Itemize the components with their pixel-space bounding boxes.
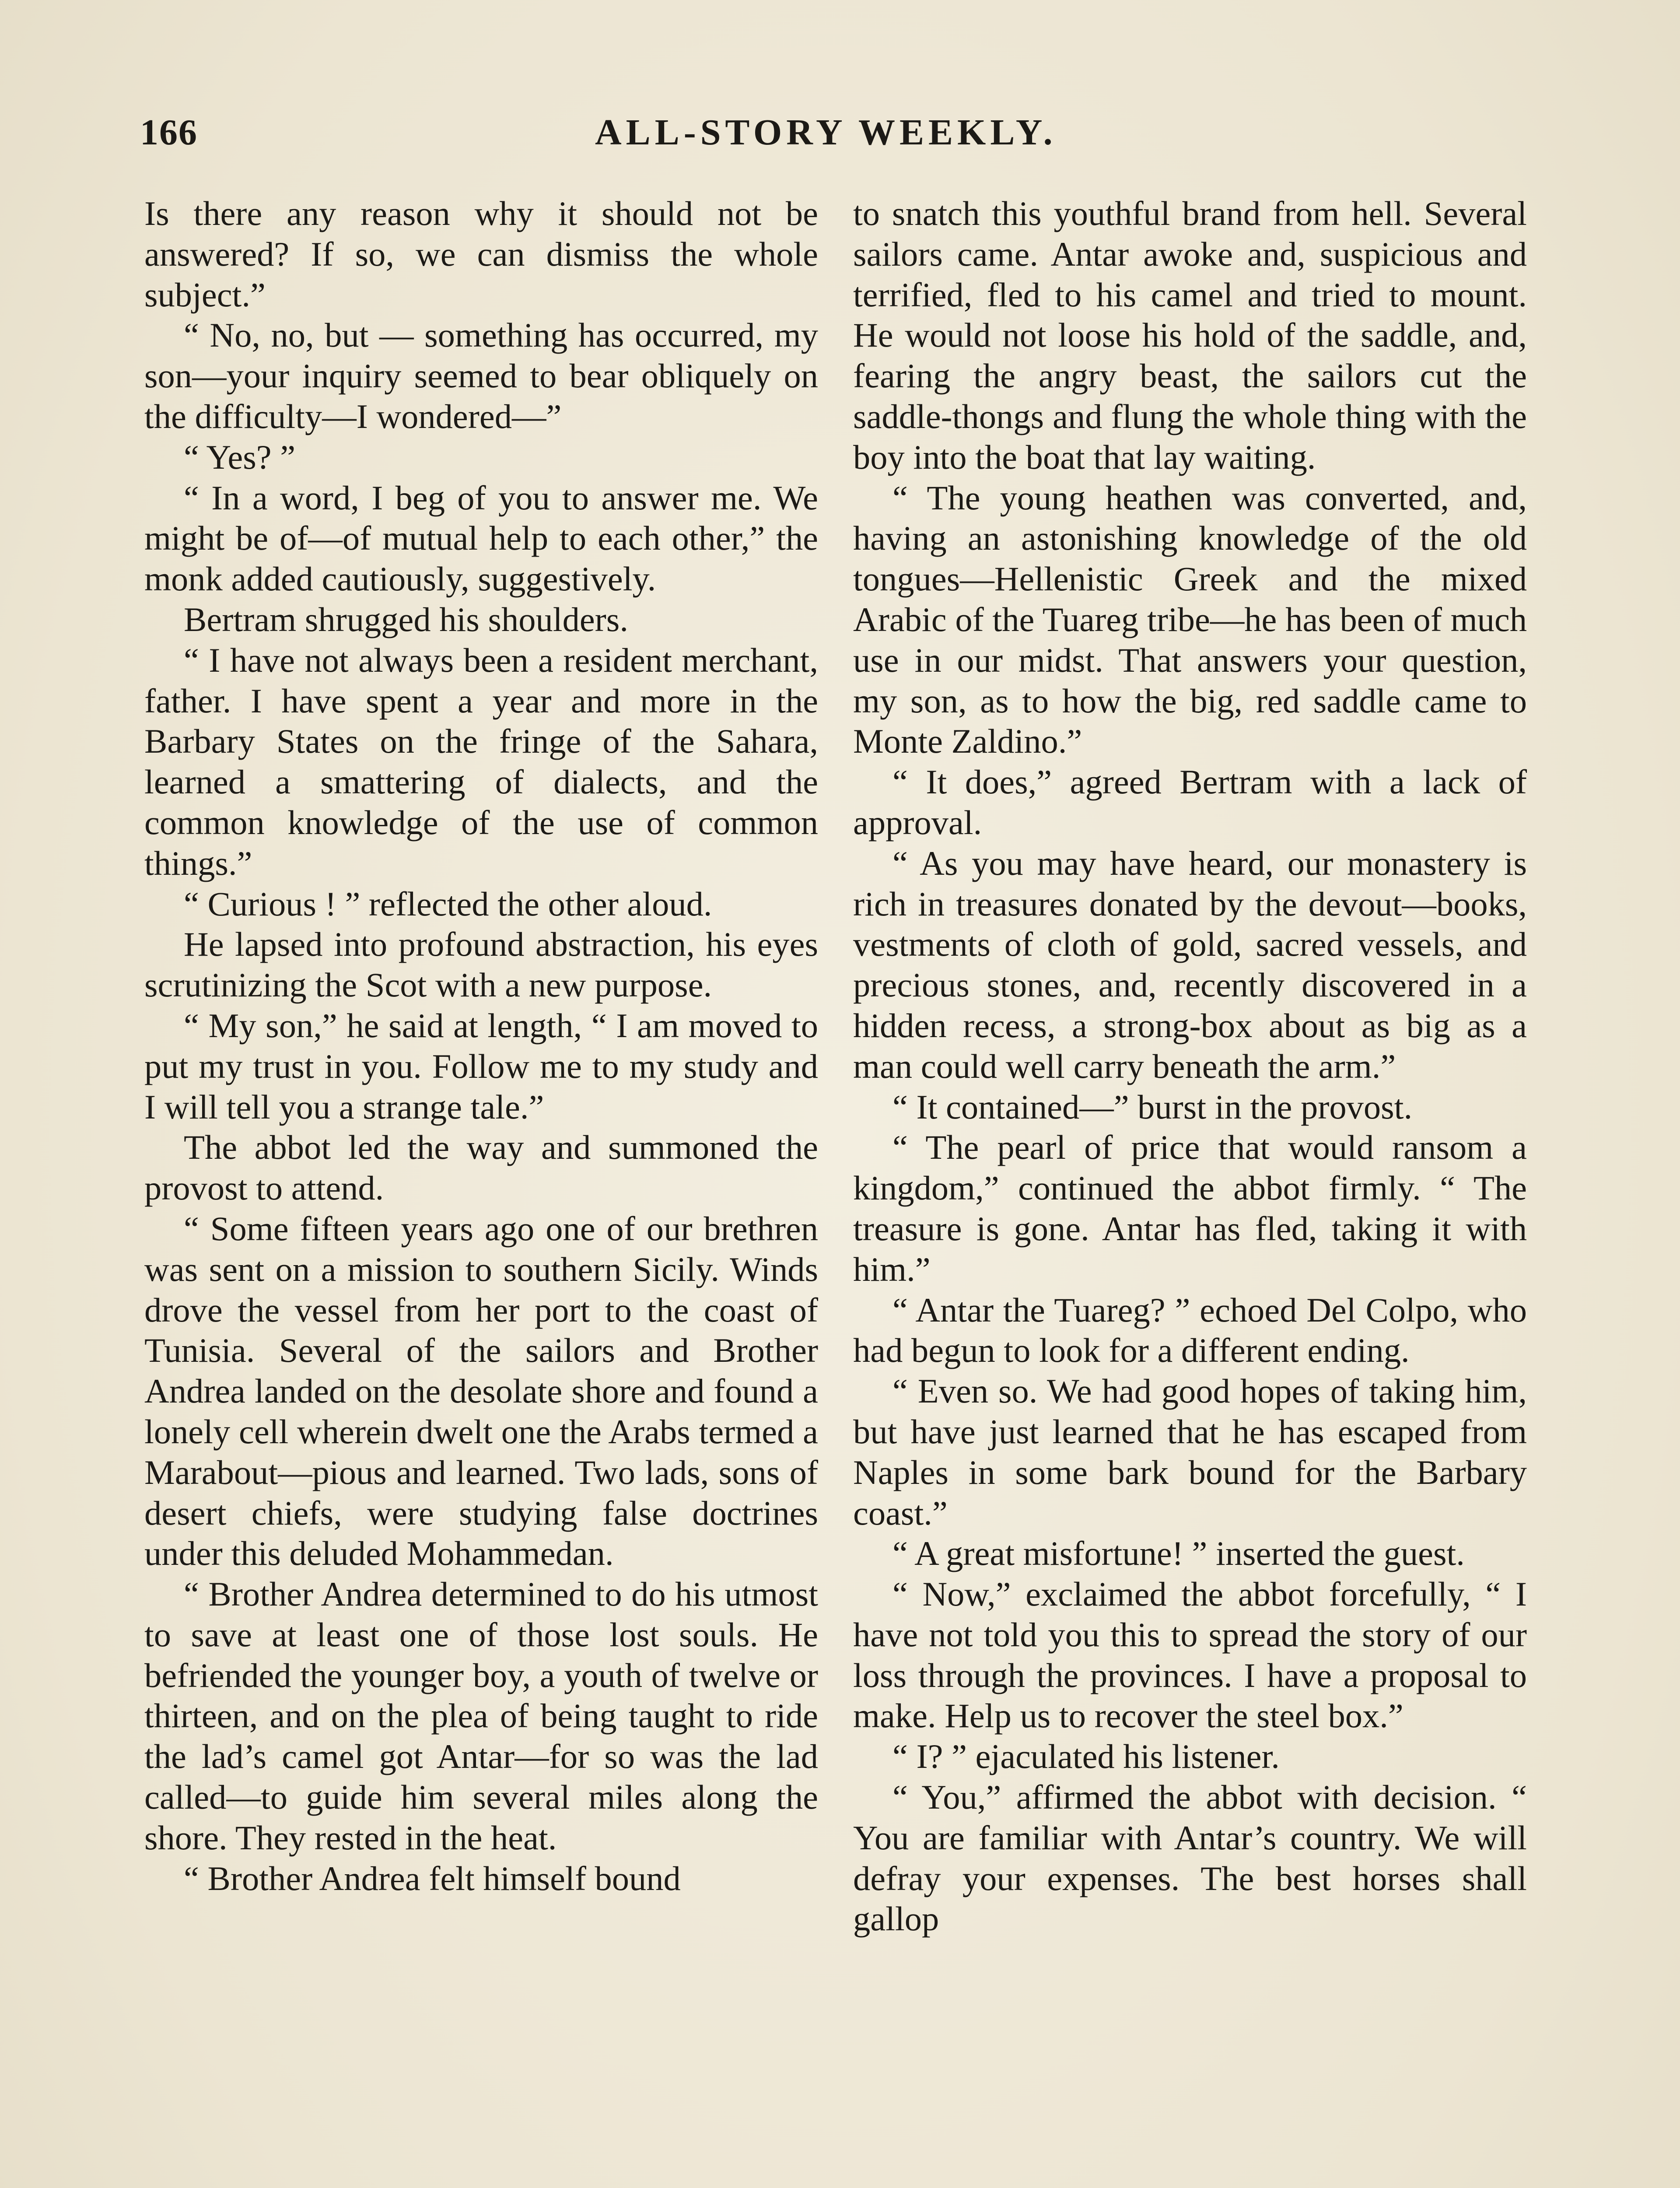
paragraph: “ No, no, but — something has occurred, my son—your inquiry seemed to bear obliquely on the difficulty—I wondered—” xyxy=(144,316,818,435)
paragraph: “ Even so. We had good hopes of taking him, but have just learned that he has escaped from Naples in some bark bound for the Barbary coast.” xyxy=(853,1372,1527,1532)
paragraph: “ I have not always been a resident merchant, father. I have spent a year and more in the Barbary States on the fringe of the Sahara, learned a smattering of dialects, and the common knowledge of the use of common things.” xyxy=(144,641,818,882)
paragraph: “ Brother Andrea felt himself bound xyxy=(184,1859,681,1897)
paragraph: “ A great misfortune! ” inserted the guest. xyxy=(892,1534,1465,1573)
paragraph: “ Yes? ” xyxy=(184,438,296,476)
paragraph: “ Curious ! ” reflected the other aloud. xyxy=(184,884,712,923)
paragraph: “ Now,” exclaimed the abbot forcefully, “ I have not told you this to spread the story of our loss through the provinces. I have a proposal to make. Help us to recover the steel box.” xyxy=(853,1575,1527,1735)
paragraph: “ The young heathen was converted, and, having an astonishing knowledge of the old tongues—Hellenistic Greek and the mixed Arabic of the Tuareg tribe—he has been of much use in our midst. That answers your question, my son, as to how the big, red saddle came to Monte Zaldino.” xyxy=(853,478,1527,761)
paragraph: He lapsed into profound abstraction, his eyes scrutinizing the Scot with a new purpose. xyxy=(144,925,818,1004)
paragraph: “ My son,” he said at length, “ I am moved to put my trust in you. Follow me to my study and I will tell you a strange tale.” xyxy=(144,1006,818,1126)
paragraph: “ The pearl of price that would ransom a kingdom,” continued the abbot firmly. “ The treasure is gone. Antar has fled, taking it with him.” xyxy=(853,1128,1527,1288)
paragraph: “ In a word, I beg of you to answer me. We might be of—of mutual help to each other,” the monk added cautiously, suggestively. xyxy=(144,478,818,598)
paragraph: “ It contained—” burst in the provost. xyxy=(892,1087,1413,1126)
paragraph: “ As you may have heard, our monastery is rich in treasures donated by the devout—books, vestments of cloth of gold, sacred vessels, and precious stones, and, recently discovered in a hidden recess, a strong-box about as big as a man could well carry beneath the arm.” xyxy=(853,844,1527,1085)
paragraph: “ You,” affirmed the abbot with decision. “ You are familiar with Antar’s country. We will defray your expenses. The best horses shall gallop xyxy=(853,1778,1527,1938)
paragraph: to snatch this youthful brand from hell. Several sailors came. Antar awoke and, suspicious and terrified, fled to his camel and tried to mount. He would not loose his hold of the saddle, and, fearing the angry beast, the sailors cut the saddle-thongs and flung the whole thing with the boy into the boat that lay waiting. xyxy=(853,194,1527,476)
paragraph: “ I? ” ejaculated his listener. xyxy=(892,1737,1280,1776)
page-header xyxy=(140,105,1540,166)
page-number: 166 xyxy=(140,112,198,153)
paragraph: “ It does,” agreed Bertram with a lack of approval. xyxy=(853,763,1527,842)
right-column xyxy=(853,193,1527,1939)
paragraph: “ Some fifteen years ago one of our brethren was sent on a mission to southern Sicily. Winds drove the vessel from her port to the coast of Tunisia. Several of the sailors and Brother Andrea landed on the desolate shore and found a lonely cell wherein dwelt one the Arabs termed a Marabout—pious and learned. Two lads, sons of desert chiefs, were studying false doctrines under this deluded Mohammedan. xyxy=(144,1209,818,1573)
paragraph: Bertram shrugged his shoulders. xyxy=(184,600,628,638)
paragraph: “ Brother Andrea determined to do his utmost to save at least one of those lost souls. He befriended the younger boy, a youth of twelve or thirteen, and on the plea of being taught to ride the lad’s camel got Antar—for so was the lad called—to guide him several miles along the shore. They rested in the heat. xyxy=(144,1575,818,1857)
paragraph: Is there any reason why it should not be answered? If so, we can dismiss the whole subject.” xyxy=(144,194,818,314)
paragraph: “ Antar the Tuareg? ” echoed Del Colpo, who had begun to look for a different ending. xyxy=(853,1290,1527,1370)
left-column xyxy=(144,193,818,1899)
running-title: ALL-STORY WEEKLY. xyxy=(595,112,1057,153)
paragraph: The abbot led the way and summoned the provost to attend. xyxy=(144,1128,818,1207)
